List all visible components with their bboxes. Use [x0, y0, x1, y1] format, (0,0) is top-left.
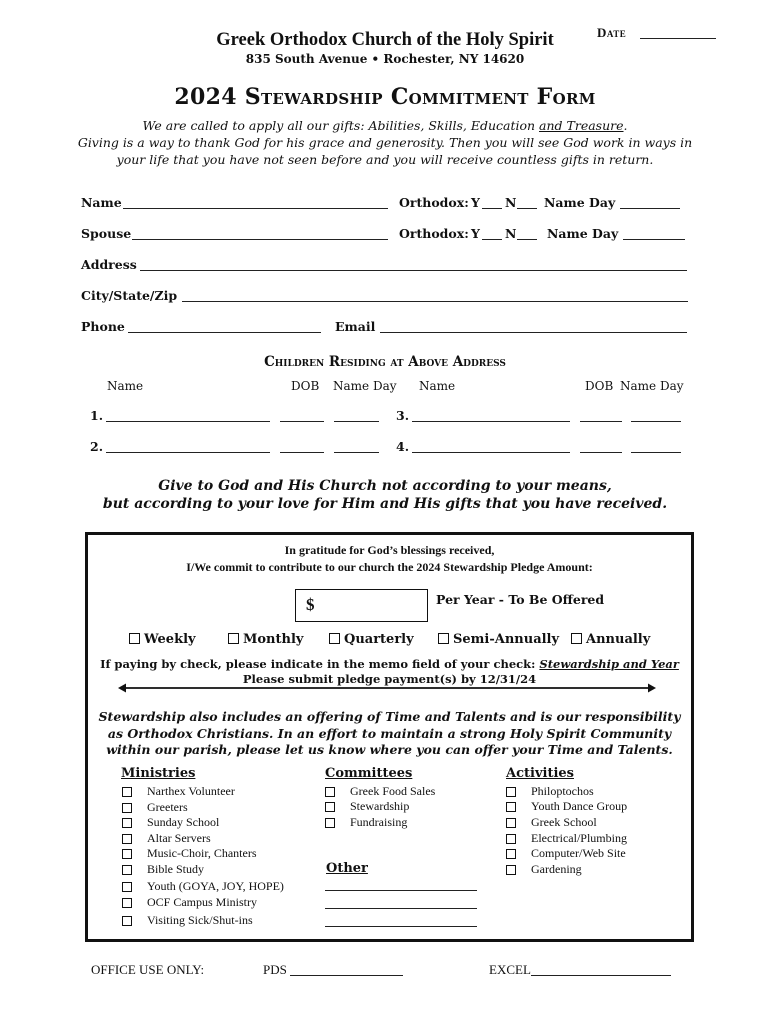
time-talents-line-1: Stewardship also includes an offering of Time and Talents and is our responsibility — [98, 709, 681, 724]
list-item: Youth (GOYA, JOY, HOPE) — [147, 879, 284, 893]
freq-monthly[interactable]: Monthly — [228, 632, 303, 647]
church-name: Greek Orthodox Church of the Holy Spirit — [216, 30, 554, 50]
checkbox[interactable] — [122, 818, 132, 828]
quote-line-2: but according to your love for Him and His gifts that you have received. — [102, 496, 668, 512]
list-item: Altar Servers — [147, 831, 211, 845]
intro-line-2: Giving is a way to thank God for his grace and generosity. Then you will see God work in ways in — [77, 135, 693, 150]
activities-heading: Activities — [506, 766, 574, 781]
children-col-name-1: Name — [107, 379, 144, 393]
checkbox[interactable] — [325, 818, 335, 828]
address-field[interactable] — [140, 270, 687, 271]
office-use-label: OFFICE USE ONLY: — [91, 962, 205, 977]
child-row-2-number: 2. — [90, 439, 104, 454]
list-item: Computer/Web Site — [531, 846, 626, 860]
ministries-heading: Ministries — [121, 766, 196, 781]
list-item: Youth Dance Group — [531, 799, 628, 813]
intro-line-3: your life that you have not seen before and you will receive countless gifts in return. — [116, 152, 654, 167]
spouse-orthodox-label: Orthodox: — [399, 226, 469, 241]
submit-deadline: Please submit pledge payment(s) by 12/31/24 — [242, 672, 537, 686]
spouse-field[interactable] — [132, 239, 388, 240]
checkbox[interactable] — [506, 834, 516, 844]
orthodox-y-label: Y — [471, 195, 480, 210]
spouse-orthodox-y-label: Y — [471, 226, 480, 241]
list-item: Greek School — [531, 815, 597, 829]
orthodox-n-field[interactable] — [517, 208, 537, 209]
checkbox[interactable] — [122, 898, 132, 908]
child-1-dob-field[interactable] — [280, 421, 324, 422]
child-3-name-field[interactable] — [412, 421, 570, 422]
excel-field[interactable] — [531, 975, 671, 976]
list-item: Philoptochos — [531, 784, 594, 798]
commit-text: I/We commit to contribute to our church the 2024 Stewardship Pledge Amount: — [186, 560, 593, 574]
spouse-orthodox-n-field[interactable] — [517, 239, 537, 240]
pds-field[interactable] — [290, 975, 403, 976]
checkbox-icon — [438, 633, 449, 644]
checkbox[interactable] — [122, 803, 132, 813]
name-field[interactable] — [123, 208, 388, 209]
checkbox[interactable] — [506, 818, 516, 828]
other-field-2[interactable] — [325, 908, 477, 909]
children-col-nameday-1: Name Day — [333, 379, 397, 393]
children-col-dob-2: DOB — [585, 379, 614, 393]
children-heading: Children Residing at Above Address — [264, 354, 506, 370]
page-title: 2024 Stewardship Commitment Form — [174, 84, 596, 110]
gratitude-text: In gratitude for God’s blessings received, — [284, 543, 495, 557]
checkbox-icon — [129, 633, 140, 644]
list-item: Fundraising — [350, 815, 408, 829]
phone-label: Phone — [81, 319, 125, 334]
address-label: Address — [81, 257, 137, 272]
checkbox[interactable] — [325, 802, 335, 812]
spouse-orthodox-n-label: N — [505, 226, 517, 241]
name-day-field[interactable] — [620, 208, 680, 209]
per-year-label: Per Year - To Be Offered — [436, 592, 605, 607]
list-item: Greek Food Sales — [350, 784, 436, 798]
church-address: 835 South Avenue • Rochester, NY 14620 — [245, 52, 525, 66]
child-4-nameday-field[interactable] — [631, 452, 681, 453]
children-col-nameday-2: Name Day — [620, 379, 684, 393]
list-item: Electrical/Plumbing — [531, 831, 627, 845]
checkbox[interactable] — [122, 849, 132, 859]
freq-annually[interactable]: Annually — [571, 632, 650, 647]
list-item: Stewardship — [350, 799, 410, 813]
checkbox[interactable] — [122, 882, 132, 892]
pledge-amount-input[interactable] — [295, 589, 428, 622]
list-item: Narthex Volunteer — [147, 784, 235, 798]
child-row-1-number: 1. — [90, 408, 104, 423]
spouse-name-day-label: Name Day — [547, 226, 619, 241]
checkbox[interactable] — [122, 916, 132, 926]
checkbox[interactable] — [506, 849, 516, 859]
list-item: OCF Campus Ministry — [147, 895, 258, 909]
checkbox[interactable] — [325, 787, 335, 797]
list-item: Bible Study — [147, 862, 205, 876]
excel-label: EXCEL — [489, 962, 531, 977]
spouse-label: Spouse — [81, 226, 132, 241]
time-talents-line-3: within our parish, please let us know where you can offer your Time and Talents. — [106, 742, 673, 757]
spouse-name-day-field[interactable] — [623, 239, 685, 240]
child-1-name-field[interactable] — [106, 421, 270, 422]
checkbox[interactable] — [122, 834, 132, 844]
pds-label: PDS — [263, 962, 287, 977]
freq-quarterly[interactable]: Quarterly — [329, 632, 414, 647]
freq-weekly[interactable]: Weekly — [129, 632, 196, 647]
list-item: Gardening — [531, 862, 582, 876]
orthodox-y-field[interactable] — [482, 208, 502, 209]
orthodox-n-label: N — [505, 195, 517, 210]
memo-instruction: If paying by check, please indicate in the memo field of your check: Stewardship and Year — [100, 657, 679, 671]
child-4-name-field[interactable] — [412, 452, 570, 453]
checkbox-icon — [228, 633, 239, 644]
double-arrow-divider — [118, 682, 656, 694]
checkbox-icon — [571, 633, 582, 644]
email-field[interactable] — [380, 332, 687, 333]
name-day-label: Name Day — [544, 195, 616, 210]
child-2-name-field[interactable] — [106, 452, 270, 453]
intro-line-1: We are called to apply all our gifts: Abilities, Skills, Education and Treasure. — [142, 118, 628, 133]
checkbox[interactable] — [506, 802, 516, 812]
other-field-1[interactable] — [325, 890, 477, 891]
other-field-3[interactable] — [325, 926, 477, 927]
children-col-name-2: Name — [419, 379, 456, 393]
child-3-nameday-field[interactable] — [631, 421, 681, 422]
checkbox-icon — [329, 633, 340, 644]
child-1-nameday-field[interactable] — [334, 421, 379, 422]
child-2-nameday-field[interactable] — [334, 452, 379, 453]
quote-line-1: Give to God and His Church not according to your means, — [158, 478, 612, 494]
phone-field[interactable] — [128, 332, 321, 333]
list-item: Visiting Sick/Shut-ins — [147, 913, 253, 927]
checkbox[interactable] — [506, 865, 516, 875]
orthodox-label: Orthodox: — [399, 195, 469, 210]
freq-semi-annually[interactable]: Semi-Annually — [438, 632, 559, 647]
time-talents-line-2: as Orthodox Christians. In an effort to maintain a strong Holy Spirit Community — [107, 726, 672, 741]
name-label: Name — [81, 195, 122, 210]
date-label: Date — [597, 25, 627, 40]
checkbox[interactable] — [122, 787, 132, 797]
child-row-4-number: 4. — [396, 439, 410, 454]
other-heading: Other — [326, 861, 368, 876]
city-state-zip-field[interactable] — [182, 301, 688, 302]
checkbox[interactable] — [506, 787, 516, 797]
child-4-dob-field[interactable] — [580, 452, 622, 453]
list-item: Sunday School — [147, 815, 220, 829]
list-item: Greeters — [147, 800, 188, 814]
child-2-dob-field[interactable] — [280, 452, 324, 453]
dollar-sign: $ — [306, 595, 315, 614]
child-3-dob-field[interactable] — [580, 421, 622, 422]
email-label: Email — [335, 319, 376, 334]
committees-heading: Committees — [325, 766, 413, 781]
city-state-zip-label: City/State/Zip — [81, 288, 178, 303]
children-col-dob-1: DOB — [291, 379, 320, 393]
list-item: Music-Choir, Chanters — [147, 846, 257, 860]
checkbox[interactable] — [122, 865, 132, 875]
spouse-orthodox-y-field[interactable] — [482, 239, 502, 240]
child-row-3-number: 3. — [396, 408, 410, 423]
